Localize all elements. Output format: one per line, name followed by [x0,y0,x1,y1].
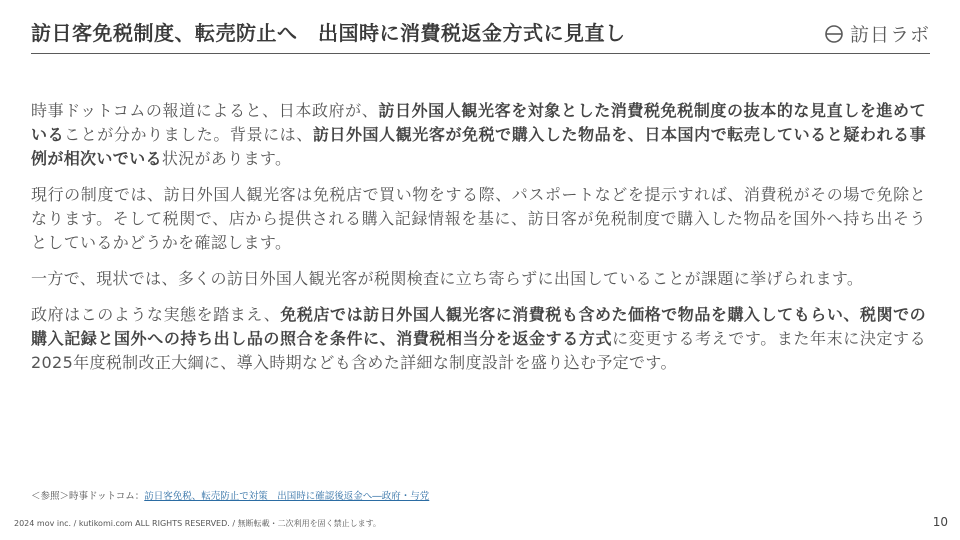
logo [824,20,930,47]
paragraph [31,99,926,171]
paragraph [31,267,926,291]
paragraph [31,303,926,375]
reference-prefix: ＜参照＞時事ドットコム： [31,491,145,502]
emphasis-text: 訪日外国人観光客を対象とした消費税免税制度の抜本的な見直しを進めている [31,101,926,144]
body-text: 現行の制度では、訪日外国人観光客は免税店で買い物をする際、パスポートなどを提示すれば、消費税がその場で免除となります。そして税関で、店から提供される購入記録情報を基に、訪日客が免税制度で購入した物品を国外へ持ち出そうとしているかどうかを確認します。 [31,185,926,252]
body-text: 一方で、現状では、多くの訪日外国人観光客が税関検査に立ち寄らずに出国していることが課題に挙げられます。 [31,269,864,288]
logo-text: 訪日ラボ [849,24,930,46]
paragraph [31,183,926,255]
reference-line [31,488,429,502]
page-number: 10 [932,515,948,529]
copyright-footer: 2024 mov inc. / kutikomi.com ALL RIGHTS RESERVED. / 無断転載・二次利用を固く禁止します。 [14,519,381,528]
body-text: 政府はこのような実態を踏まえ、 [31,305,281,324]
body-text: に変更する考えです。また年末に決定する2025年度税制改正大綱に、導入時期なども含めた詳細な制度設計を盛り込む予定です。 [31,329,926,372]
body-text: ことが分かりました。背景には、 [64,125,313,144]
emphasis-text: 訪日外国人観光客が免税で購入した物品を、日本国内で転売していると疑われる事例が相次いでいる [31,125,926,168]
reference-link[interactable]: 訪日客免税、転売防止で対策 出国時に確認後返金へ―政府・与党 [144,491,430,502]
body-text: 状況があります。 [161,149,292,168]
emphasis-text: 免税店では訪日外国人観光客に消費税も含めた価格で物品を購入してもらい、税関での購入記録と国外への持ち出し品の照合を条件に、消費税相当分を返金する方式 [31,305,926,348]
logo-circle-icon [824,24,844,44]
body-text: 時事ドットコムの報道によると、日本政府が、 [31,101,379,120]
title-divider [31,53,930,54]
page-title: 訪日客免税制度、転売防止へ 出国時に消費税返金方式に見直し [31,21,626,45]
article-body [31,99,926,387]
